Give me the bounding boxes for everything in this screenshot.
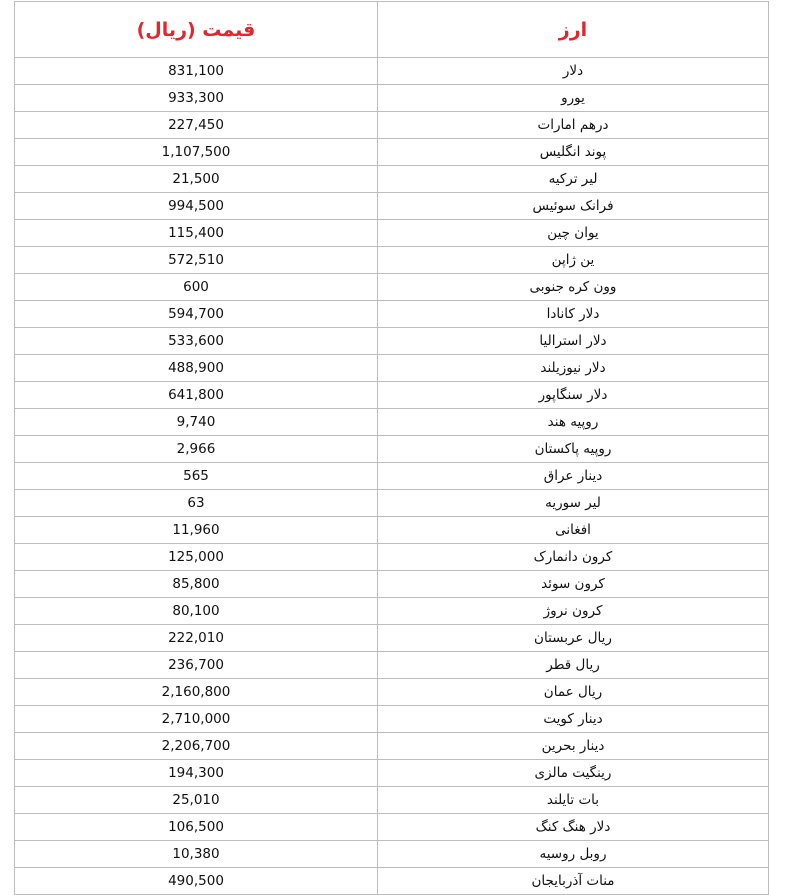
currency-name-cell: کرون نروژ: [378, 598, 769, 625]
currency-name-cell: دلار کانادا: [378, 301, 769, 328]
price-cell: 227,450: [15, 112, 378, 139]
currency-name-cell: منات آذربایجان: [378, 868, 769, 895]
table-row: [15, 490, 769, 517]
price-cell: 572,510: [15, 247, 378, 274]
price-cell: 2,160,800: [15, 679, 378, 706]
currency-name-cell: رینگیت مالزی: [378, 760, 769, 787]
table-row: [15, 733, 769, 760]
table-row: [15, 247, 769, 274]
table-row: [15, 409, 769, 436]
table-row: [15, 220, 769, 247]
currency-name-cell: ریال عربستان: [378, 625, 769, 652]
table-row: [15, 355, 769, 382]
price-cell: 125,000: [15, 544, 378, 571]
table-row: [15, 517, 769, 544]
currency-name-cell: دلار نیوزیلند: [378, 355, 769, 382]
table-row: [15, 193, 769, 220]
currency-name-cell: روپیه هند: [378, 409, 769, 436]
currency-name-cell: کرون سوئد: [378, 571, 769, 598]
table-row: [15, 814, 769, 841]
currency-name-cell: درهم امارات: [378, 112, 769, 139]
table-row: [15, 841, 769, 868]
currency-name-cell: دینار کویت: [378, 706, 769, 733]
currency-name-cell: یورو: [378, 85, 769, 112]
currency-name-cell: لیر ترکیه: [378, 166, 769, 193]
currency-name-cell: افغانی: [378, 517, 769, 544]
currency-name-cell: کرون دانمارک: [378, 544, 769, 571]
currency-name-cell: وون کره جنوبی: [378, 274, 769, 301]
currency-name-cell: دلار: [378, 58, 769, 85]
price-cell: 831,100: [15, 58, 378, 85]
price-cell: 194,300: [15, 760, 378, 787]
currency-name-cell: دینار عراق: [378, 463, 769, 490]
header-price: قیمت (ریال): [15, 2, 378, 58]
price-cell: 236,700: [15, 652, 378, 679]
header-currency: ارز: [378, 2, 769, 58]
table-row: [15, 301, 769, 328]
currency-name-cell: ین ژاپن: [378, 247, 769, 274]
table-row: [15, 274, 769, 301]
currency-name-cell: دینار بحرین: [378, 733, 769, 760]
table-body: [15, 58, 769, 895]
price-cell: 21,500: [15, 166, 378, 193]
table-row: [15, 112, 769, 139]
price-cell: 565: [15, 463, 378, 490]
price-cell: 994,500: [15, 193, 378, 220]
currency-name-cell: دلار استرالیا: [378, 328, 769, 355]
price-cell: 488,900: [15, 355, 378, 382]
price-cell: 115,400: [15, 220, 378, 247]
currency-name-cell: بات تایلند: [378, 787, 769, 814]
price-cell: 9,740: [15, 409, 378, 436]
table-row: [15, 166, 769, 193]
currency-rates-table: [14, 1, 769, 895]
price-cell: 11,960: [15, 517, 378, 544]
currency-name-cell: ریال قطر: [378, 652, 769, 679]
price-cell: 63: [15, 490, 378, 517]
price-cell: 25,010: [15, 787, 378, 814]
price-cell: 2,710,000: [15, 706, 378, 733]
price-cell: 533,600: [15, 328, 378, 355]
currency-name-cell: دلار سنگاپور: [378, 382, 769, 409]
table-row: [15, 679, 769, 706]
price-cell: 600: [15, 274, 378, 301]
currency-name-cell: یوان چین: [378, 220, 769, 247]
currency-name-cell: دلار هنگ کنگ: [378, 814, 769, 841]
table-row: [15, 706, 769, 733]
table-row: [15, 139, 769, 166]
table-header-row: [15, 2, 769, 58]
price-cell: 933,300: [15, 85, 378, 112]
table-row: [15, 436, 769, 463]
table-row: [15, 328, 769, 355]
table-row: [15, 787, 769, 814]
table-row: [15, 868, 769, 895]
table-row: [15, 58, 769, 85]
currency-name-cell: روبل روسیه: [378, 841, 769, 868]
currency-table-container: [14, 1, 768, 895]
price-cell: 106,500: [15, 814, 378, 841]
currency-name-cell: لیر سوریه: [378, 490, 769, 517]
currency-name-cell: روپیه پاکستان: [378, 436, 769, 463]
table-row: [15, 382, 769, 409]
table-row: [15, 598, 769, 625]
price-cell: 641,800: [15, 382, 378, 409]
table-row: [15, 544, 769, 571]
currency-name-cell: پوند انگلیس: [378, 139, 769, 166]
table-row: [15, 760, 769, 787]
price-cell: 10,380: [15, 841, 378, 868]
price-cell: 2,206,700: [15, 733, 378, 760]
price-cell: 85,800: [15, 571, 378, 598]
price-cell: 490,500: [15, 868, 378, 895]
price-cell: 2,966: [15, 436, 378, 463]
price-cell: 222,010: [15, 625, 378, 652]
currency-name-cell: ریال عمان: [378, 679, 769, 706]
table-row: [15, 652, 769, 679]
table-row: [15, 571, 769, 598]
table-row: [15, 463, 769, 490]
table-row: [15, 625, 769, 652]
price-cell: 80,100: [15, 598, 378, 625]
table-row: [15, 85, 769, 112]
price-cell: 1,107,500: [15, 139, 378, 166]
price-cell: 594,700: [15, 301, 378, 328]
currency-name-cell: فرانک سوئیس: [378, 193, 769, 220]
